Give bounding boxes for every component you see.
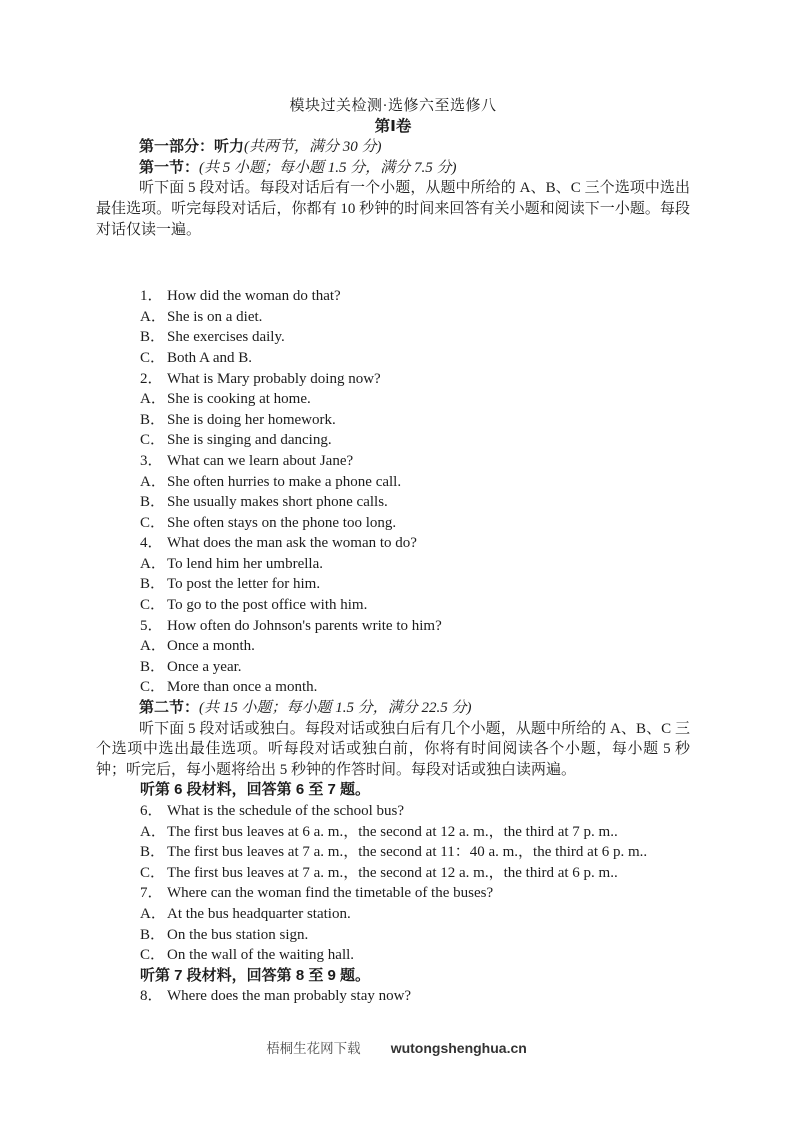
section1-heading [96,158,690,179]
option-line [96,842,690,863]
question-line-label: 7． [140,885,163,902]
question-line-text: How did the woman do that? [167,288,341,305]
option-line [96,472,690,493]
section1-heading-note: (共 5 小题；每小题 1.5 分，满分 7.5 分) [199,159,457,176]
option-line-text: More than once a month. [167,679,318,696]
option-line-label: B． [140,658,166,675]
option-line-label: A． [140,905,166,922]
material-heading: 听第 6 段材料，回答第 6 至 7 题。 [140,781,371,799]
section1-instructions: 听下面 5 段对话。每段对话后有一个小题，从题中所给的 A、B、C 三个选项中选出最佳选项。听完每段对话后，你都有 10 秒钟的时间来回答有关小题和阅读下一小题。每段对话仅读一遍。 [96,180,690,238]
option-line [96,348,690,369]
question-line [96,369,690,390]
question-line-text: Where can the woman find the timetable of the buses? [167,885,494,902]
option-line-label: B． [140,494,166,511]
option-line-text: She often hurries to make a phone call. [167,473,402,490]
option-line-text: On the wall of the waiting hall. [167,947,355,964]
option-line-label: A． [140,308,166,325]
option-line-text: She is doing her homework. [167,411,336,428]
option-line-label: B． [140,576,166,593]
option-line-label: A． [140,638,166,655]
option-line-label: C． [140,864,166,881]
section2-question-blocks [96,780,690,1007]
question-line-text: What does the man ask the woman to do? [167,535,417,552]
question-line [96,286,690,307]
section2-instructions: 听下面 5 段对话或独白。每段对话或独白后有几个小题，从题中所给的 A、B、C 三个选项中选出最佳选项。听每段对话或独白前，你将有时间阅读各个小题，每小题 5 秒钟；听完后，每小题将给出 5 秒钟的作答时间。每段对话或独白读两遍。 [96,720,690,778]
option-line-label: A． [140,391,166,408]
option-line-text: To lend him her umbrella. [167,555,323,572]
option-line-text: To go to the post office with him. [167,597,368,614]
page-title: 模块过关检测·选修六至选修八 [289,98,497,114]
section2-heading-note: (共 15 小题；每小题 1.5 分，满分 22.5 分) [199,700,472,717]
option-line-text: She is singing and dancing. [167,432,332,449]
option-line-label: C． [140,514,166,531]
question-line [96,883,690,904]
option-line-label: C． [140,679,166,696]
option-line-label: A． [140,473,166,490]
option-line-label: C． [140,349,166,366]
option-line-text: On the bus station sign. [167,926,309,943]
option-line [96,595,690,616]
part1-heading-label: 第一部分：听力 [139,138,245,156]
option-line-text: The first bus leaves at 7 a. m.，the second at 11：40 a. m.，the third at 6 p. m.. [167,844,648,861]
question-line-label: 4． [140,535,163,552]
option-line-text: The first bus leaves at 7 a. m.，the second at 12 a. m.，the third at 6 p. m.. [167,864,618,881]
option-line [96,430,690,451]
option-line [96,554,690,575]
material-heading: 听第 7 段材料，回答第 8 至 9 题。 [140,966,371,984]
question-line-text: How often do Johnson's parents write to him? [167,617,442,634]
option-line-label: C． [140,597,166,614]
question-line-text: Where does the man probably stay now? [167,988,412,1005]
option-line [96,389,690,410]
question-line-text: What is the schedule of the school bus? [167,803,405,819]
option-line [96,636,690,657]
option-line [96,492,690,513]
option-line-text: She is cooking at home. [167,391,311,408]
blank-space [96,240,690,286]
section1-heading-label: 第一节： [139,158,200,176]
option-line-text: She is on a diet. [167,308,263,325]
option-line [96,574,690,595]
option-line-label: B． [140,411,166,428]
volume-heading: 第Ⅰ卷 [374,117,412,135]
question-line [96,616,690,637]
option-line [96,657,690,678]
option-line [96,945,690,966]
option-line-label: B． [140,844,166,861]
section2-heading-label: 第二节： [139,699,200,717]
option-line-label: A． [140,555,166,572]
question-line [96,451,690,472]
question-line-label: 1． [140,288,163,305]
question-line [96,986,690,1007]
question-line-label: 8． [140,988,163,1005]
section1-question-list [96,286,690,698]
option-line-label: B． [140,329,166,346]
part1-heading-note: (共两节，满分 30 分) [244,139,382,156]
page-footer [0,1037,793,1057]
option-line-text: Once a month. [167,638,255,655]
option-line [96,410,690,431]
option-line [96,677,690,698]
question-line-label: 2． [140,370,163,387]
option-line [96,822,690,843]
option-line-text: Both A and B. [167,349,253,366]
footer-site-name: 梧桐生花网下载 [266,1041,361,1056]
option-line-text: Once a year. [167,658,242,675]
question-line-label: 3． [140,452,163,469]
question-line [96,533,690,554]
option-line-text: She often stays on the phone too long. [167,514,397,531]
option-line [96,863,690,884]
option-line [96,904,690,925]
option-line [96,307,690,328]
part1-heading [96,137,690,158]
option-line-text: She exercises daily. [167,329,285,346]
option-line [96,925,690,946]
option-line-text: She usually makes short phone calls. [167,494,388,511]
question-line [96,801,690,822]
exam-paper-body [96,96,690,1007]
option-line [96,327,690,348]
option-line-label: B． [140,926,166,943]
option-line-label: C． [140,432,166,449]
question-line-text: What can we learn about Jane? [167,452,354,469]
option-line [96,513,690,534]
section2-heading [96,698,690,719]
option-line-label: C． [140,947,166,964]
option-line-text: To post the letter for him. [167,576,321,593]
option-line-text: At the bus headquarter station. [167,905,351,922]
footer-site-url: wutongshenghua.cn [390,1040,527,1056]
option-line-text: The first bus leaves at 6 a. m.，the second at 12 a. m.，the third at 7 p. m.. [167,823,618,840]
question-line-label: 6． [140,803,163,819]
question-line-text: What is Mary probably doing now? [167,370,381,387]
question-line-label: 5． [140,617,163,634]
option-line-label: A． [140,823,166,840]
